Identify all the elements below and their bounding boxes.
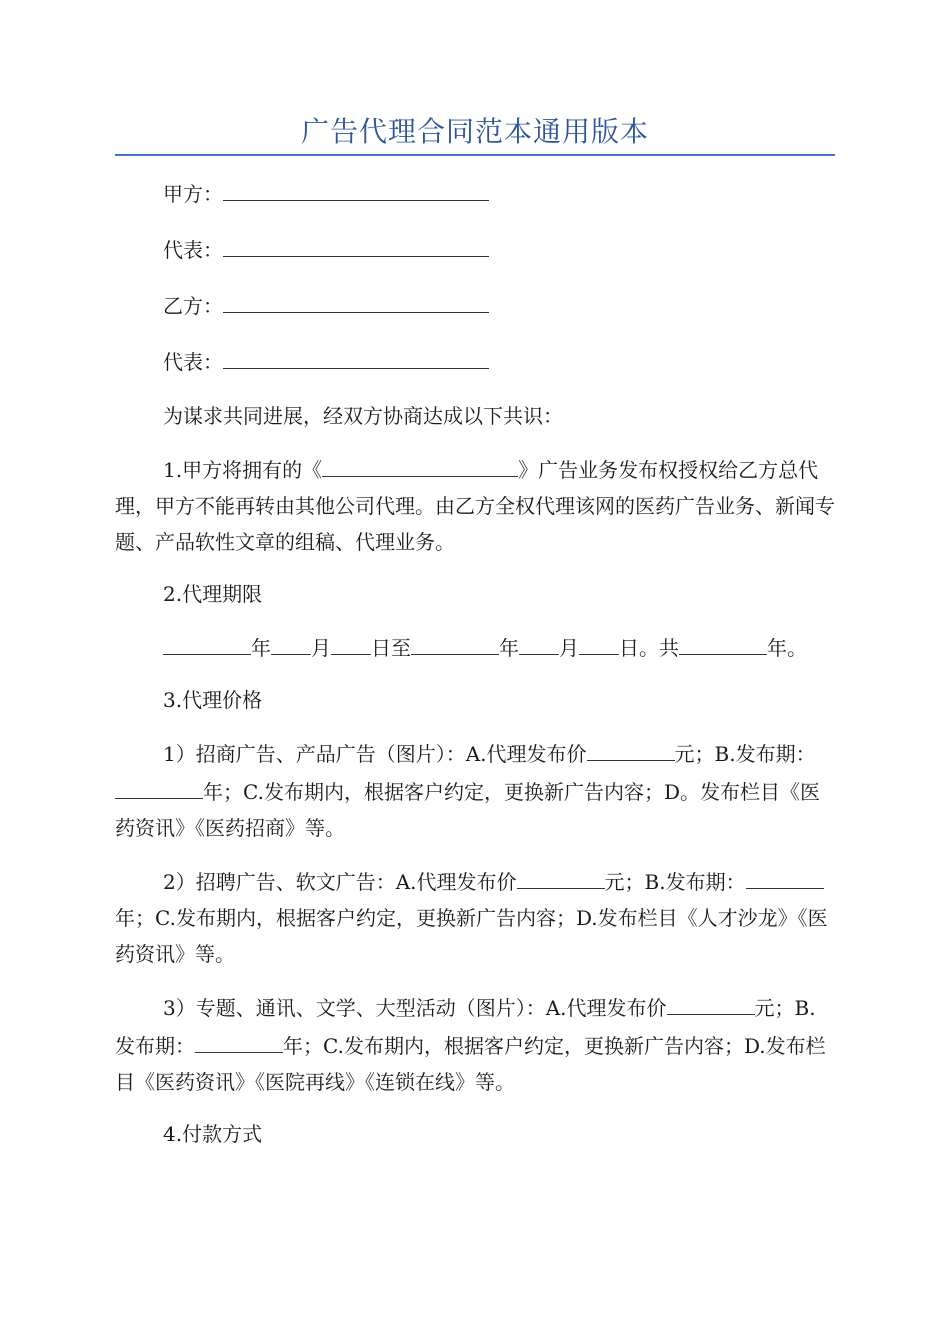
item-text: 2）招聘广告、软文广告：A.代理发布价	[163, 870, 517, 894]
day-end-label: 日。共	[619, 636, 679, 660]
end-day-blank[interactable]	[579, 628, 619, 655]
end-year-blank[interactable]	[411, 628, 499, 655]
page-title: 广告代理合同范本通用版本	[300, 115, 649, 148]
party-a-line	[115, 174, 835, 212]
clause-2-period	[115, 628, 835, 666]
party-label: 甲方：	[163, 182, 223, 206]
document-body	[115, 174, 835, 1168]
clause-1-suffix: 》广告业务发布权授权给乙方总代理，甲方不能再转由其他公司代理。由乙方全权代理该网的医药广告业务、新闻专题、产品软性文章的组稿、代理业务。	[115, 458, 835, 554]
item-text: 元；B.发布期：	[604, 870, 746, 894]
item-text: 年；C.发布期内，根据客户约定，更换新广告内容；D.发布栏目《医药资讯》《医院再线》《连锁在线》等。	[115, 1034, 826, 1094]
start-month-blank[interactable]	[271, 628, 311, 655]
party-label: 乙方：	[163, 294, 223, 318]
year-label: 年	[499, 636, 519, 660]
item-text: 年；C.发布期内，根据客户约定，更换新广告内容；D。发布栏目《医药资讯》《医药招商》等。	[115, 780, 820, 840]
party-a-rep-line	[115, 230, 835, 268]
year-label: 年	[251, 636, 271, 660]
item-text: 3）专题、通讯、文学、大型活动（图片）：A.代理发布价	[163, 996, 667, 1020]
price-blank[interactable]	[667, 988, 755, 1015]
clause-1	[115, 450, 835, 560]
clause-3-item-2	[115, 862, 835, 972]
party-label: 代表：	[163, 350, 223, 374]
intro-paragraph: 为谋求共同进展，经双方协商达成以下共识：	[163, 404, 563, 428]
party-b-rep-blank[interactable]	[223, 342, 489, 369]
start-year-blank[interactable]	[163, 628, 251, 655]
item-text: 年；C.发布期内，根据客户约定，更换新广告内容；D.发布栏目《人才沙龙》《医药资讯》等。	[115, 906, 828, 966]
clause-2-heading: 2.代理期限	[163, 582, 263, 606]
item-text: 元；B.发布期：	[115, 996, 816, 1058]
clause-3-heading: 3.代理价格	[163, 688, 263, 712]
clause-3-item-1	[115, 734, 835, 846]
total-years-blank[interactable]	[679, 628, 767, 655]
title-underline	[115, 154, 835, 156]
party-b-line	[115, 286, 835, 324]
end-month-blank[interactable]	[519, 628, 559, 655]
years-label: 年。	[767, 636, 807, 660]
party-label: 代表：	[163, 238, 223, 262]
clause-4-heading: 4.付款方式	[163, 1122, 263, 1146]
price-blank[interactable]	[517, 862, 605, 889]
item-text: 1）招商广告、产品广告（图片）：A.代理发布价	[163, 742, 587, 766]
period-blank[interactable]	[746, 862, 824, 889]
price-blank[interactable]	[587, 734, 675, 761]
item-text: 元；B.发布期：	[674, 742, 816, 766]
period-blank[interactable]	[115, 772, 203, 799]
party-b-blank[interactable]	[223, 286, 489, 313]
month-label: 月	[559, 636, 579, 660]
clause-3-item-3	[115, 988, 835, 1100]
website-name-blank[interactable]	[322, 450, 518, 477]
clause-1-prefix: 1.甲方将拥有的《	[163, 458, 323, 482]
party-a-blank[interactable]	[223, 174, 489, 201]
day-to-label: 日至	[371, 636, 411, 660]
start-day-blank[interactable]	[331, 628, 371, 655]
party-b-rep-line	[115, 342, 835, 380]
party-a-rep-blank[interactable]	[223, 230, 489, 257]
month-label: 月	[311, 636, 331, 660]
period-blank[interactable]	[195, 1026, 283, 1053]
